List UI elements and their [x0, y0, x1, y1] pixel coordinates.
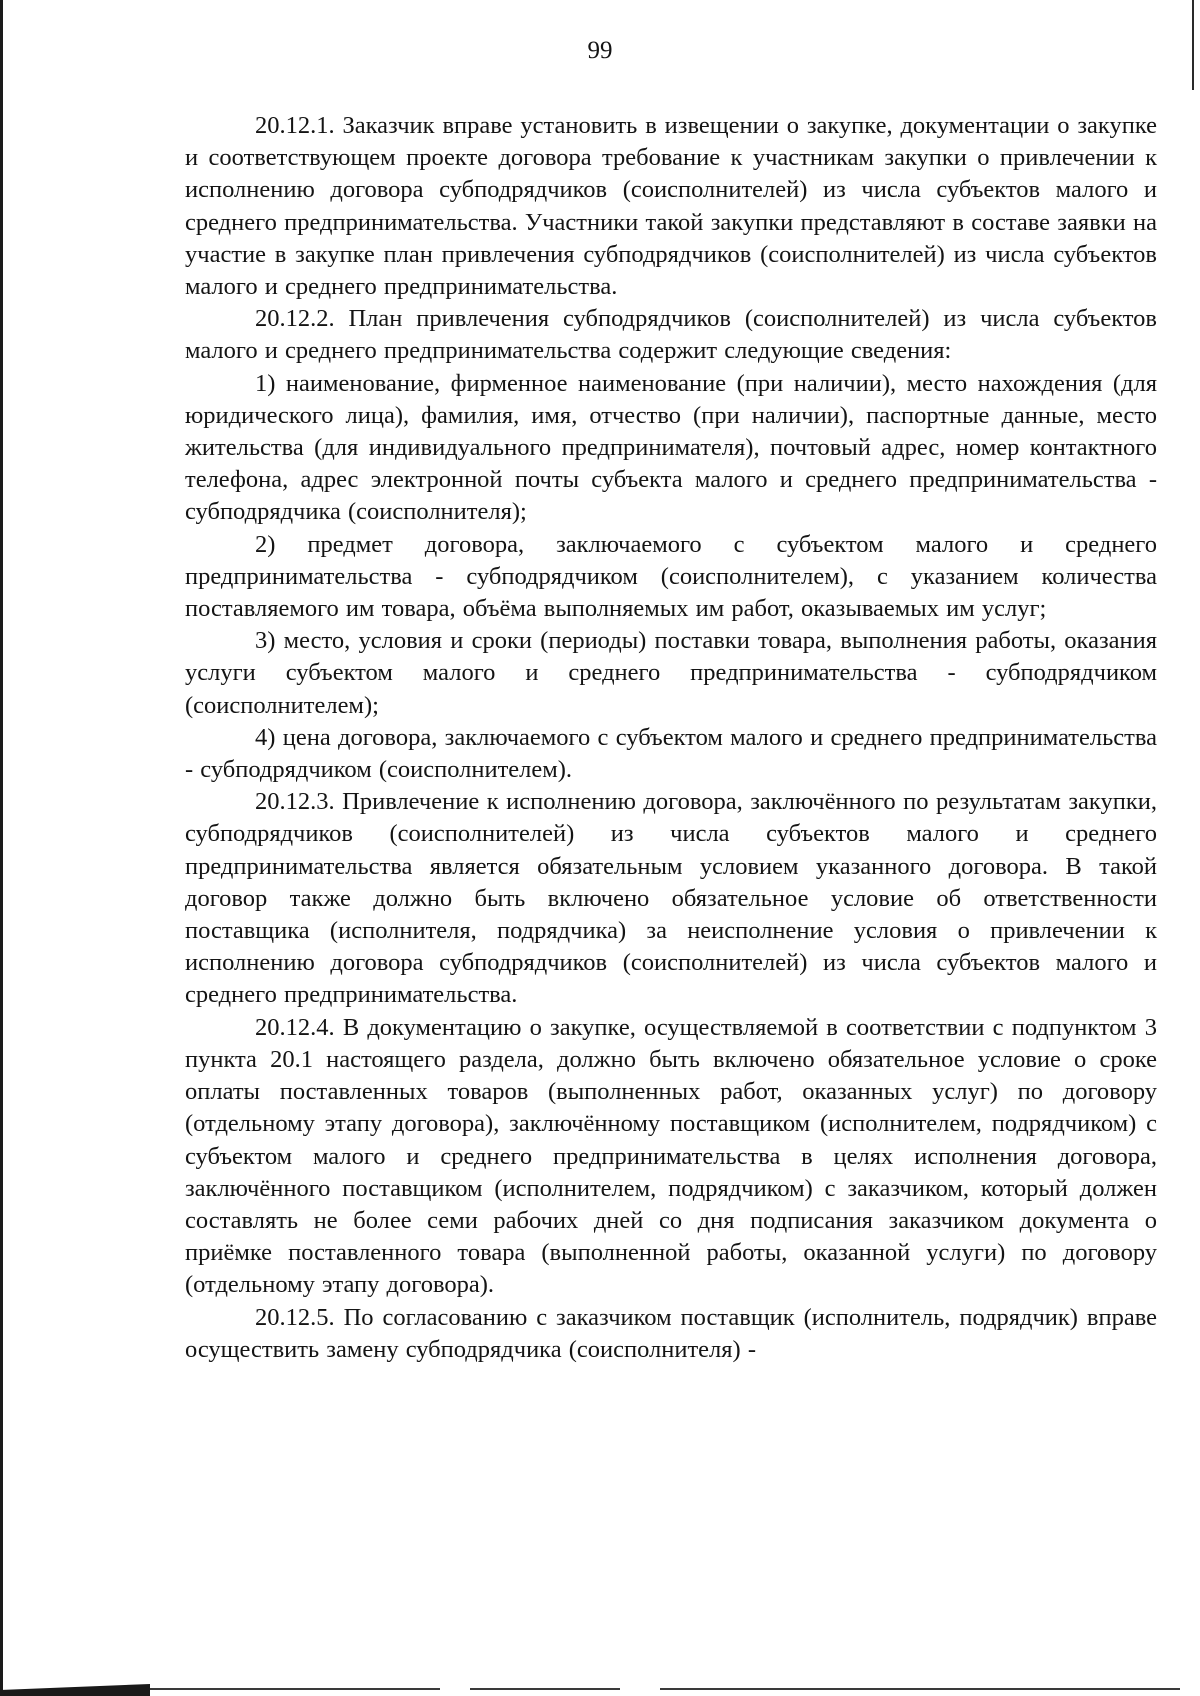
- scan-bottom-rule: [150, 1688, 440, 1690]
- list-item-1: 1) наименование, фирменное наименование (при наличии), место нахождения (для юридического лица), фамилия, имя, отчество (при наличии), паспортные данные, место жительства (для индивидуального предпринимателя), почтовый адрес, номер контактного телефона, адрес электронной почты субъекта малого и среднего предпринимательства - субподрядчика (соисполнителя);: [185, 369, 1157, 526]
- scan-bottom-wedge: [0, 1684, 150, 1696]
- page-number-text: 99: [587, 37, 613, 64]
- paragraph-20-12-2: 20.12.2. План привлечения субподрядчиков (соисполнителей) из числа субъектов малого и среднего предпринимательства содержит следующие сведения:: [185, 305, 1157, 365]
- scan-bottom-rule: [470, 1688, 620, 1690]
- scan-bottom-edge: [0, 1680, 1200, 1696]
- scan-bottom-rule: [660, 1688, 1180, 1690]
- paragraph-20-12-1: 20.12.1. Заказчик вправе установить в извещении о закупке, документации о закупке и соответствующем проекте договора требование к участникам закупки о привлечении к исполнению договора субподрядчиков (соисполнителей) из числа субъектов малого и среднего предпринимательства. Участники такой закупки представляют в составе заявки на участие в закупке план привлечения субподрядчиков (соисполнителей) из числа субъектов малого и среднего предпринимательства.: [185, 112, 1157, 301]
- paragraph-20-12-4: 20.12.4. В документацию о закупке, осуществляемой в соответствии с подпунктом 3 пункта 20.1 настоящего раздела, должно быть включено обязательное условие о сроке оплаты поставленных товаров (выполненных работ, оказанных услуг) по договору (отдельному этапу договора), заключённому поставщиком (исполнителем, подрядчиком) с субъектом малого и среднего предпринимательства в целях исполнения договора, заключённого поставщиком (исполнителем, подрядчиком) с заказчиком, который должен составлять не более семи рабочих дней со дня подписания заказчиком документа о приёмке поставленного товара (выполненной работы, оказанной услуги) по договору (отдельному этапу договора).: [185, 1013, 1157, 1299]
- document-body: [185, 110, 1157, 1366]
- scan-edge-left: [0, 0, 3, 1696]
- paragraph-20-12-3: 20.12.3. Привлечение к исполнению договора, заключённого по результатам закупки, субподрядчиков (соисполнителей) из числа субъектов малого и среднего предпринимательства является обязательным условием указанного договора. В такой договор также должно быть включено обязательное условие об ответственности поставщика (исполнителя, подрядчика) за неисполнение условия о привлечении к исполнению договора субподрядчиков (соисполнителей) из числа субъектов малого и среднего предпринимательства.: [185, 788, 1157, 1009]
- list-item-2: 2) предмет договора, заключаемого с субъектом малого и среднего предпринимательства - субподрядчиком (соисполнителем), с указанием количества поставляемого им товара, объёма выполняемых им работ, оказываемых им услуг;: [185, 530, 1157, 623]
- list-item-3: 3) место, условия и сроки (периоды) поставки товара, выполнения работы, оказания услуги субъектом малого и среднего предпринимательства - субподрядчиком (соисполнителем);: [185, 627, 1157, 719]
- list-item-4: 4) цена договора, заключаемого с субъектом малого и среднего предпринимательства - субподрядчиком (соисполнителем).: [185, 723, 1157, 784]
- paragraph-20-12-5: 20.12.5. По согласованию с заказчиком поставщик (исполнитель, подрядчик) вправе осуществить замену субподрядчика (соисполнителя) -: [185, 1303, 1157, 1363]
- page-number: [0, 36, 1200, 66]
